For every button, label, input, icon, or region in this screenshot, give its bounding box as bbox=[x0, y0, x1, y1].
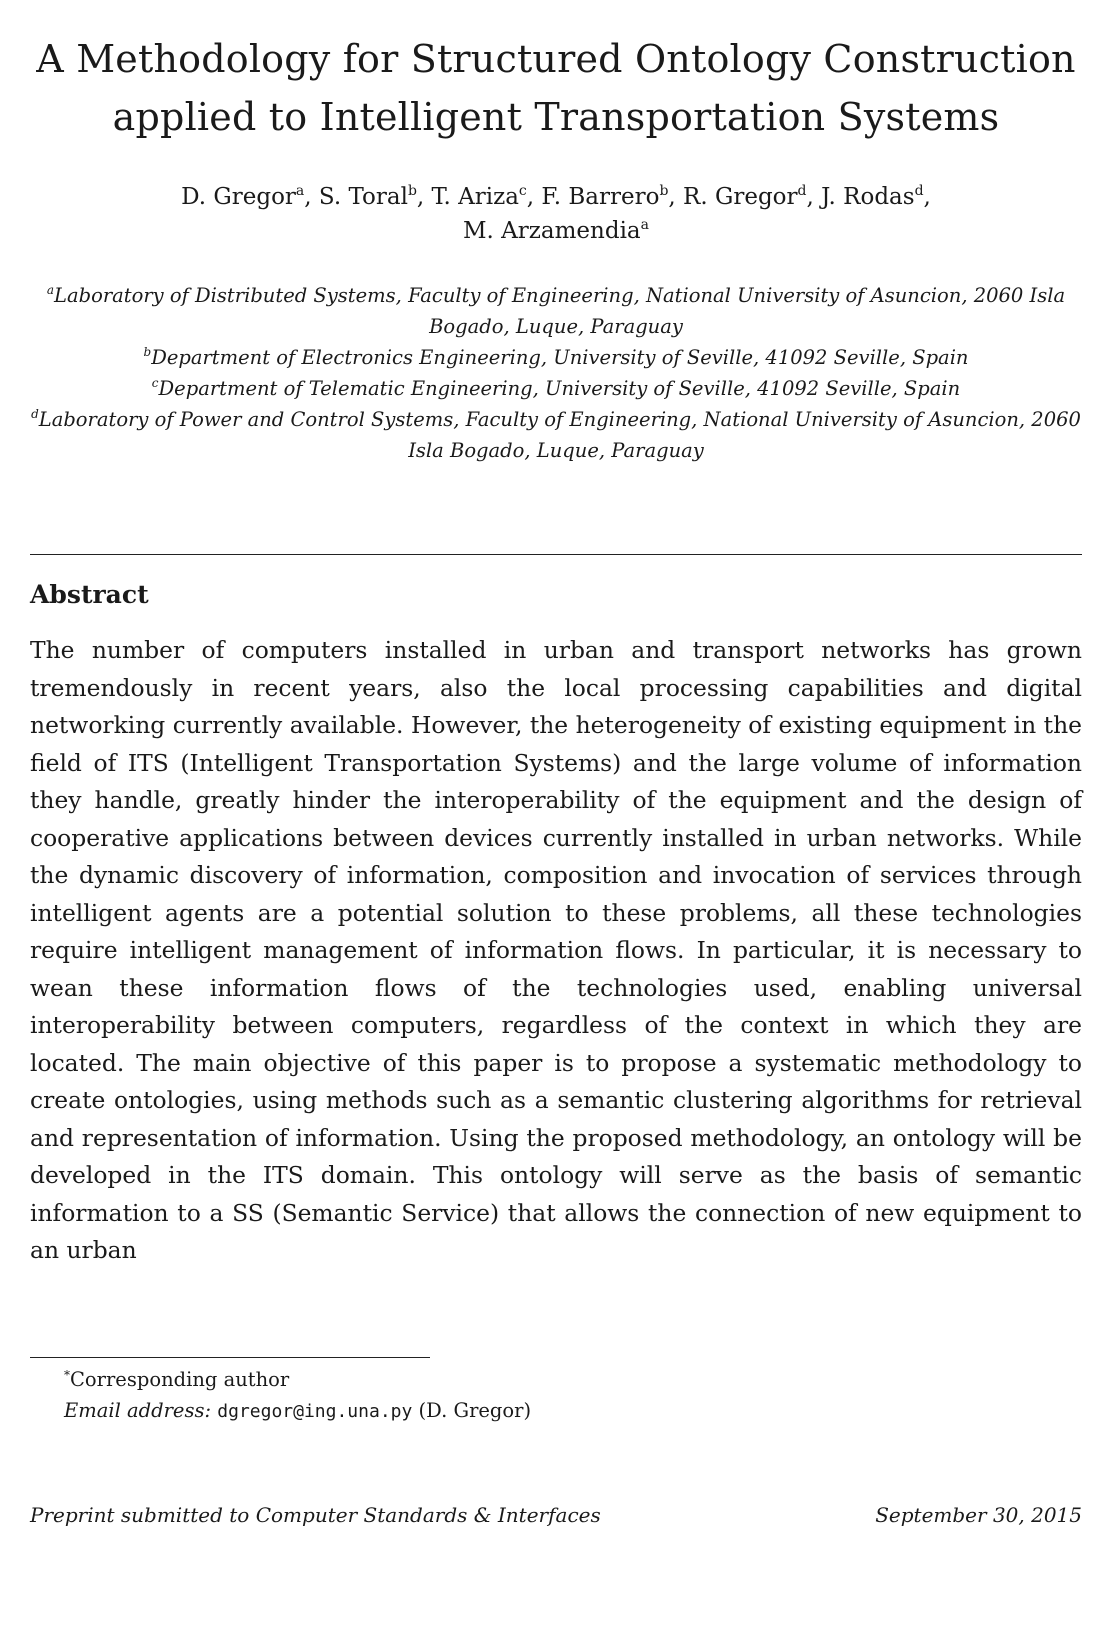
author: D. Gregor$^a$, bbox=[181, 183, 319, 210]
affiliation: $^b$Department of Electronics Engineering, University of Seville, 41092 Seville, Spain bbox=[143, 345, 969, 369]
abstract-heading: Abstract bbox=[30, 580, 149, 609]
corresponding-author-note: *Corresponding author bbox=[64, 1368, 290, 1391]
abstract-text: The number of computers installed in urban and transport networks has grown tremendously in recent years, also the local processing capabilities and digital networking currently available. However, the heterogeneity of existing equipment in the field of ITS (Intelligent Transportation Systems) and the large volume of information they handle, greatly hinder the interoperability of the equipment and the design of cooperative applications between devices currently installed in urban networks. While the dynamic discovery of information, composition and invocation of services through intelligent agents are a potential solution to these problems, all these technologies require intelligent management of information flows. In particular, it is necessary to wean these information flows of the technologies used, enabling universal interoperability between computers, regardless of the context in which they are located. The main objective of this paper is to propose a systematic methodology to create ontologies, using methods such as a semantic clustering algorithms for retrieval and representation of information. Using the proposed methodology, an ontology will be developed in the ITS domain. This ontology will serve as the basis of semantic information to a SS (Semantic Service) that allows the connection of new equipment to an urban bbox=[30, 636, 1082, 1264]
abstract-top-rule bbox=[30, 554, 1082, 555]
affiliation: $^a$Laboratory of Distributed Systems, Faculty of Engineering, National University of Asuncion, 2060 Isla Bogado, Luque, Paraguay bbox=[46, 283, 1066, 338]
author: R. Gregor$^d$, bbox=[683, 183, 822, 210]
email-address[interactable]: dgregor@ing.una.py bbox=[217, 1401, 413, 1422]
author-list bbox=[40, 180, 1072, 248]
author: F. Barrero$^b$, bbox=[541, 183, 684, 210]
affiliation-list bbox=[30, 280, 1082, 466]
footnote-rule bbox=[30, 1357, 430, 1358]
author: S. Toral$^b$, bbox=[318, 183, 432, 210]
title-line-1: A Methodology for Structured Ontology Construction bbox=[36, 37, 1076, 81]
email-label: Email address: bbox=[64, 1399, 212, 1422]
affiliation: $^d$Laboratory of Power and Control Systems, Faculty of Engineering, National University of Asuncion, 2060 Isla Bogado, Luque, Paraguay bbox=[31, 407, 1081, 462]
footnote bbox=[64, 1364, 1064, 1427]
email-owner: (D. Gregor) bbox=[418, 1399, 532, 1422]
title-line-2: applied to Intelligent Transportation Systems bbox=[112, 95, 1000, 139]
email-note bbox=[64, 1395, 1064, 1427]
paper-title bbox=[30, 30, 1082, 146]
author: J. Rodas$^d$, bbox=[821, 183, 931, 210]
affiliation: $^c$Department of Telematic Engineering, University of Seville, 41092 Seville, Spain bbox=[151, 376, 961, 400]
preprint-date: September 30, 2015 bbox=[875, 1503, 1082, 1527]
author: M. Arzamendia$^a$ bbox=[463, 217, 649, 244]
preprint-venue: Preprint submitted to Computer Standards & Interfaces bbox=[30, 1503, 601, 1527]
author: T. Ariza$^c$, bbox=[431, 183, 542, 210]
